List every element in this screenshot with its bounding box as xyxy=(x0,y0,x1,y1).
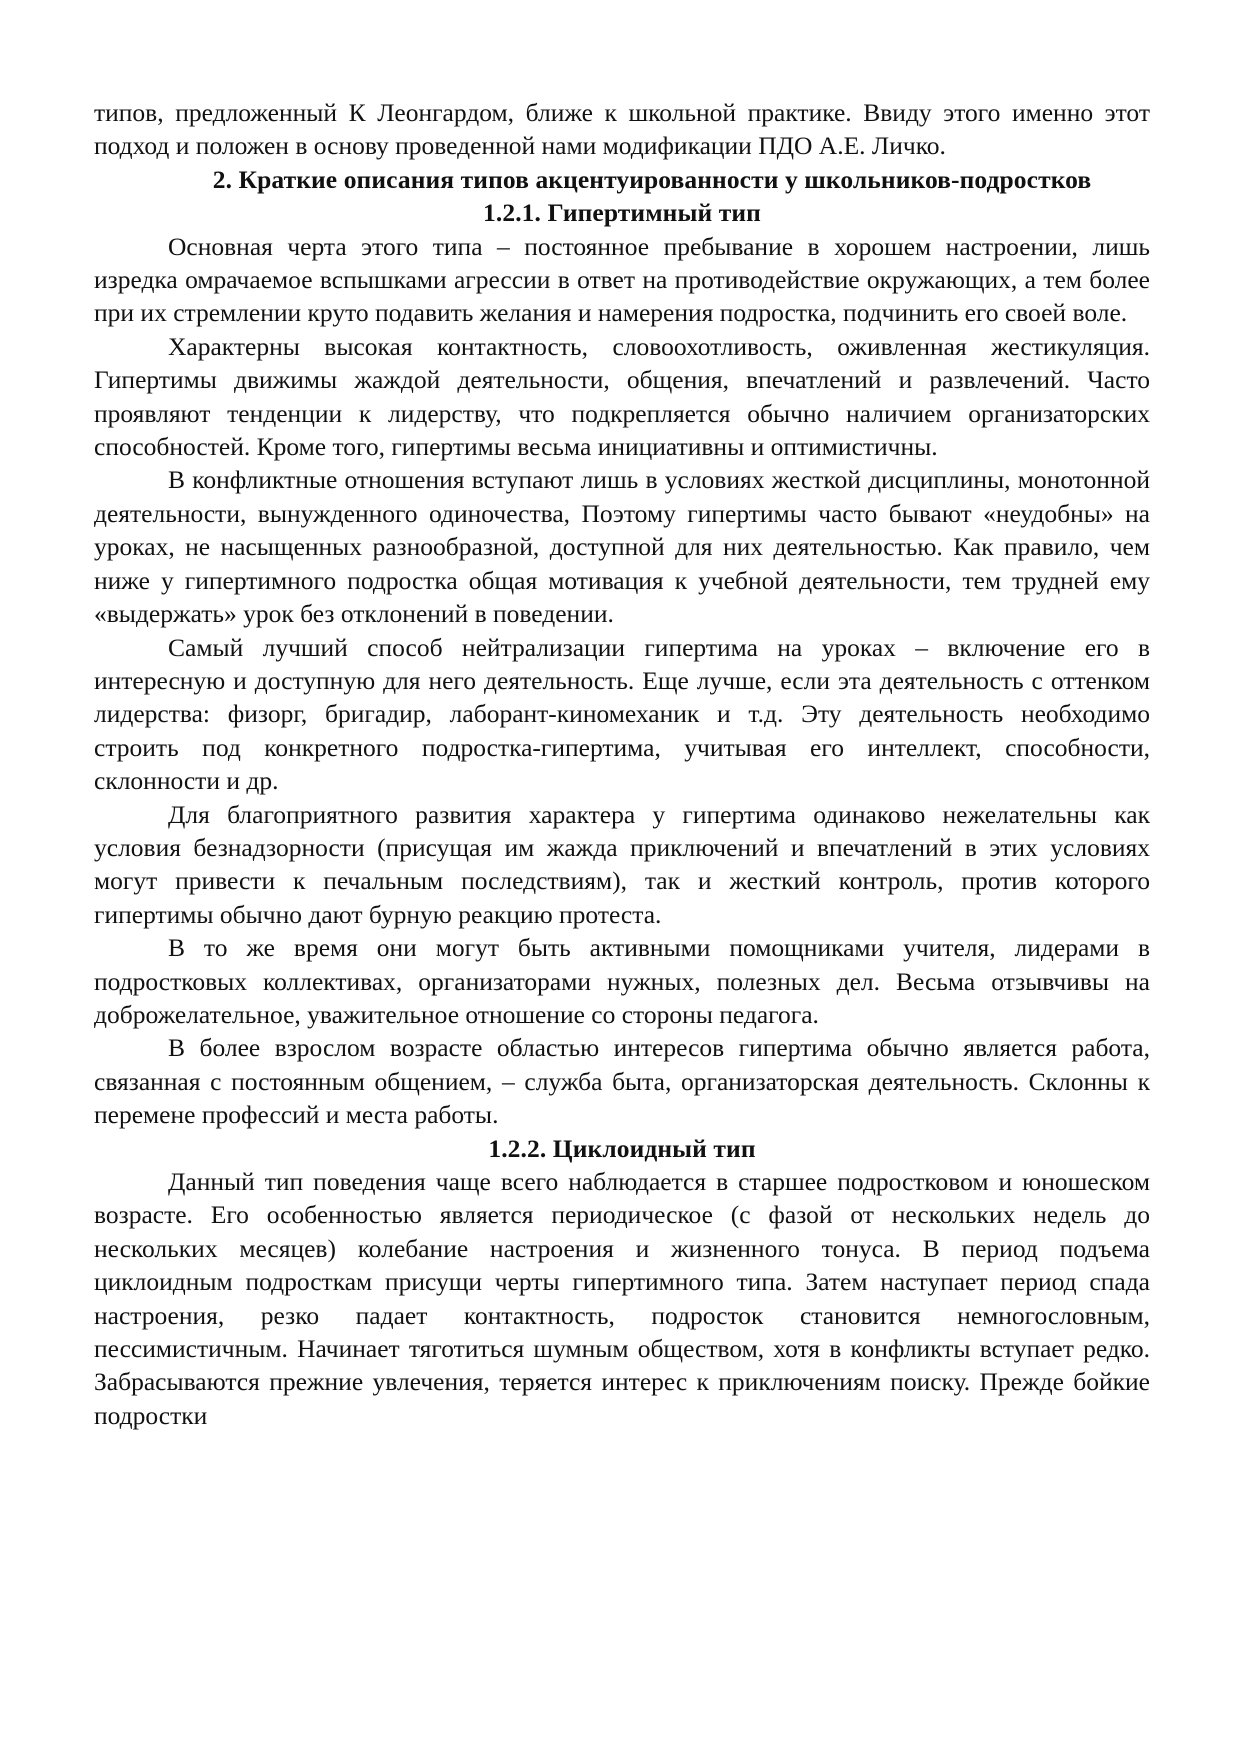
hyperthymic-paragraph: В то же время они могут быть активными помощниками учителя, лидерами в подростковых коллективах, организаторами нужных, полезных дел. Весьма отзывчивы на доброжелательное, уважительное отношение со стороны педагога. xyxy=(94,933,1150,1029)
cycloid-heading: 1.2.2. Циклоидный тип xyxy=(488,1133,756,1163)
section-heading: 2. Краткие описания типов акцентуированности у школьников-подростков xyxy=(212,164,1092,194)
hyperthymic-paragraph: В более взрослом возрасте областью интересов гипертима обычно является работа, связанная с постоянным общением, – служба быта, организаторская деятельность. Склонны к перемене профессий и места работы. xyxy=(94,1033,1150,1130)
hyperthymic-paragraph: Для благоприятного развития характера у гипертима одинаково нежелательны как условия безнадзорности (присущая им жажда приключений и впечатлений в этих условиях могут привести к печальным последствиям), так и жесткий контроль, против которого гипертимы обычно дают бурную реакцию протеста. xyxy=(94,799,1150,929)
hyperthymic-paragraph: Самый лучший способ нейтрализации гипертима на уроках – включение его в интересную и доступную для него деятельность. Еще лучше, если эта деятельность с оттенком лидерства: физорг, бригадир, лаборант-киномеханик и т.д. Эту деятельность необходимо строить под конкретного подростка-гипертима, учитывая его интеллект, способности, склонности и др. xyxy=(94,632,1150,796)
page-content xyxy=(94,96,1150,1432)
cycloid-paragraph: Данный тип поведения чаще всего наблюдается в старшее подростковом и юношеском возрасте. Его особенностью является периодическое (с фазой от нескольких недель до нескольких месяцев) колебание настроения и жизненного тонуса. В период подъема циклоидным подросткам присущи черты гипертимного типа. Затем наступает период спада настроения, резко падает контактность, подросток становится немногословным, пессимистичным. Начинает тяготиться шумным обществом, хотя в конфликты вступает редко. Забрасываются прежние увлечения, теряется интерес к приключениям поиску. Прежде бойкие подростки xyxy=(94,1167,1150,1430)
hyperthymic-paragraph: В конфликтные отношения вступают лишь в условиях жесткой дисциплины, монотонной деятельности, вынужденного одиночества, Поэтому гипертимы часто бывают «неудобны» на уроках, не насыщенных разнообразной, доступной для них деятельностью. Как правило, чем ниже у гипертимного подростка общая мотивация к учебной деятельности, тем трудней ему «выдержать» урок без отклонений в поведении. xyxy=(94,465,1150,629)
hyperthymic-paragraph: Основная черта этого типа – постоянное пребывание в хорошем настроении, лишь изредка омрачаемое вспышками агрессии в ответ на противодействие окружающих, а тем более при их стремлении круто подавить желания и намерения подростка, подчинить его своей воле. xyxy=(94,231,1150,328)
hyperthymic-heading: 1.2.1. Гипертимный тип xyxy=(483,198,761,228)
intro-paragraph: типов, предложенный К Леонгардом, ближе к школьной практике. Ввиду этого именно этот подход и положен в основу проведенной нами модификации ПДО А.Е. Личко. xyxy=(94,98,1150,161)
hyperthymic-paragraph: Характерны высокая контактность, словоохотливость, оживленная жестикуляция. Гипертимы движимы жаждой деятельности, общения, впечатлений и развлечений. Часто проявляют тенденции к лидерству, что подкрепляется обычно наличием организаторских способностей. Кроме того, гипертимы весьма инициативны и оптимистичны. xyxy=(94,331,1150,462)
